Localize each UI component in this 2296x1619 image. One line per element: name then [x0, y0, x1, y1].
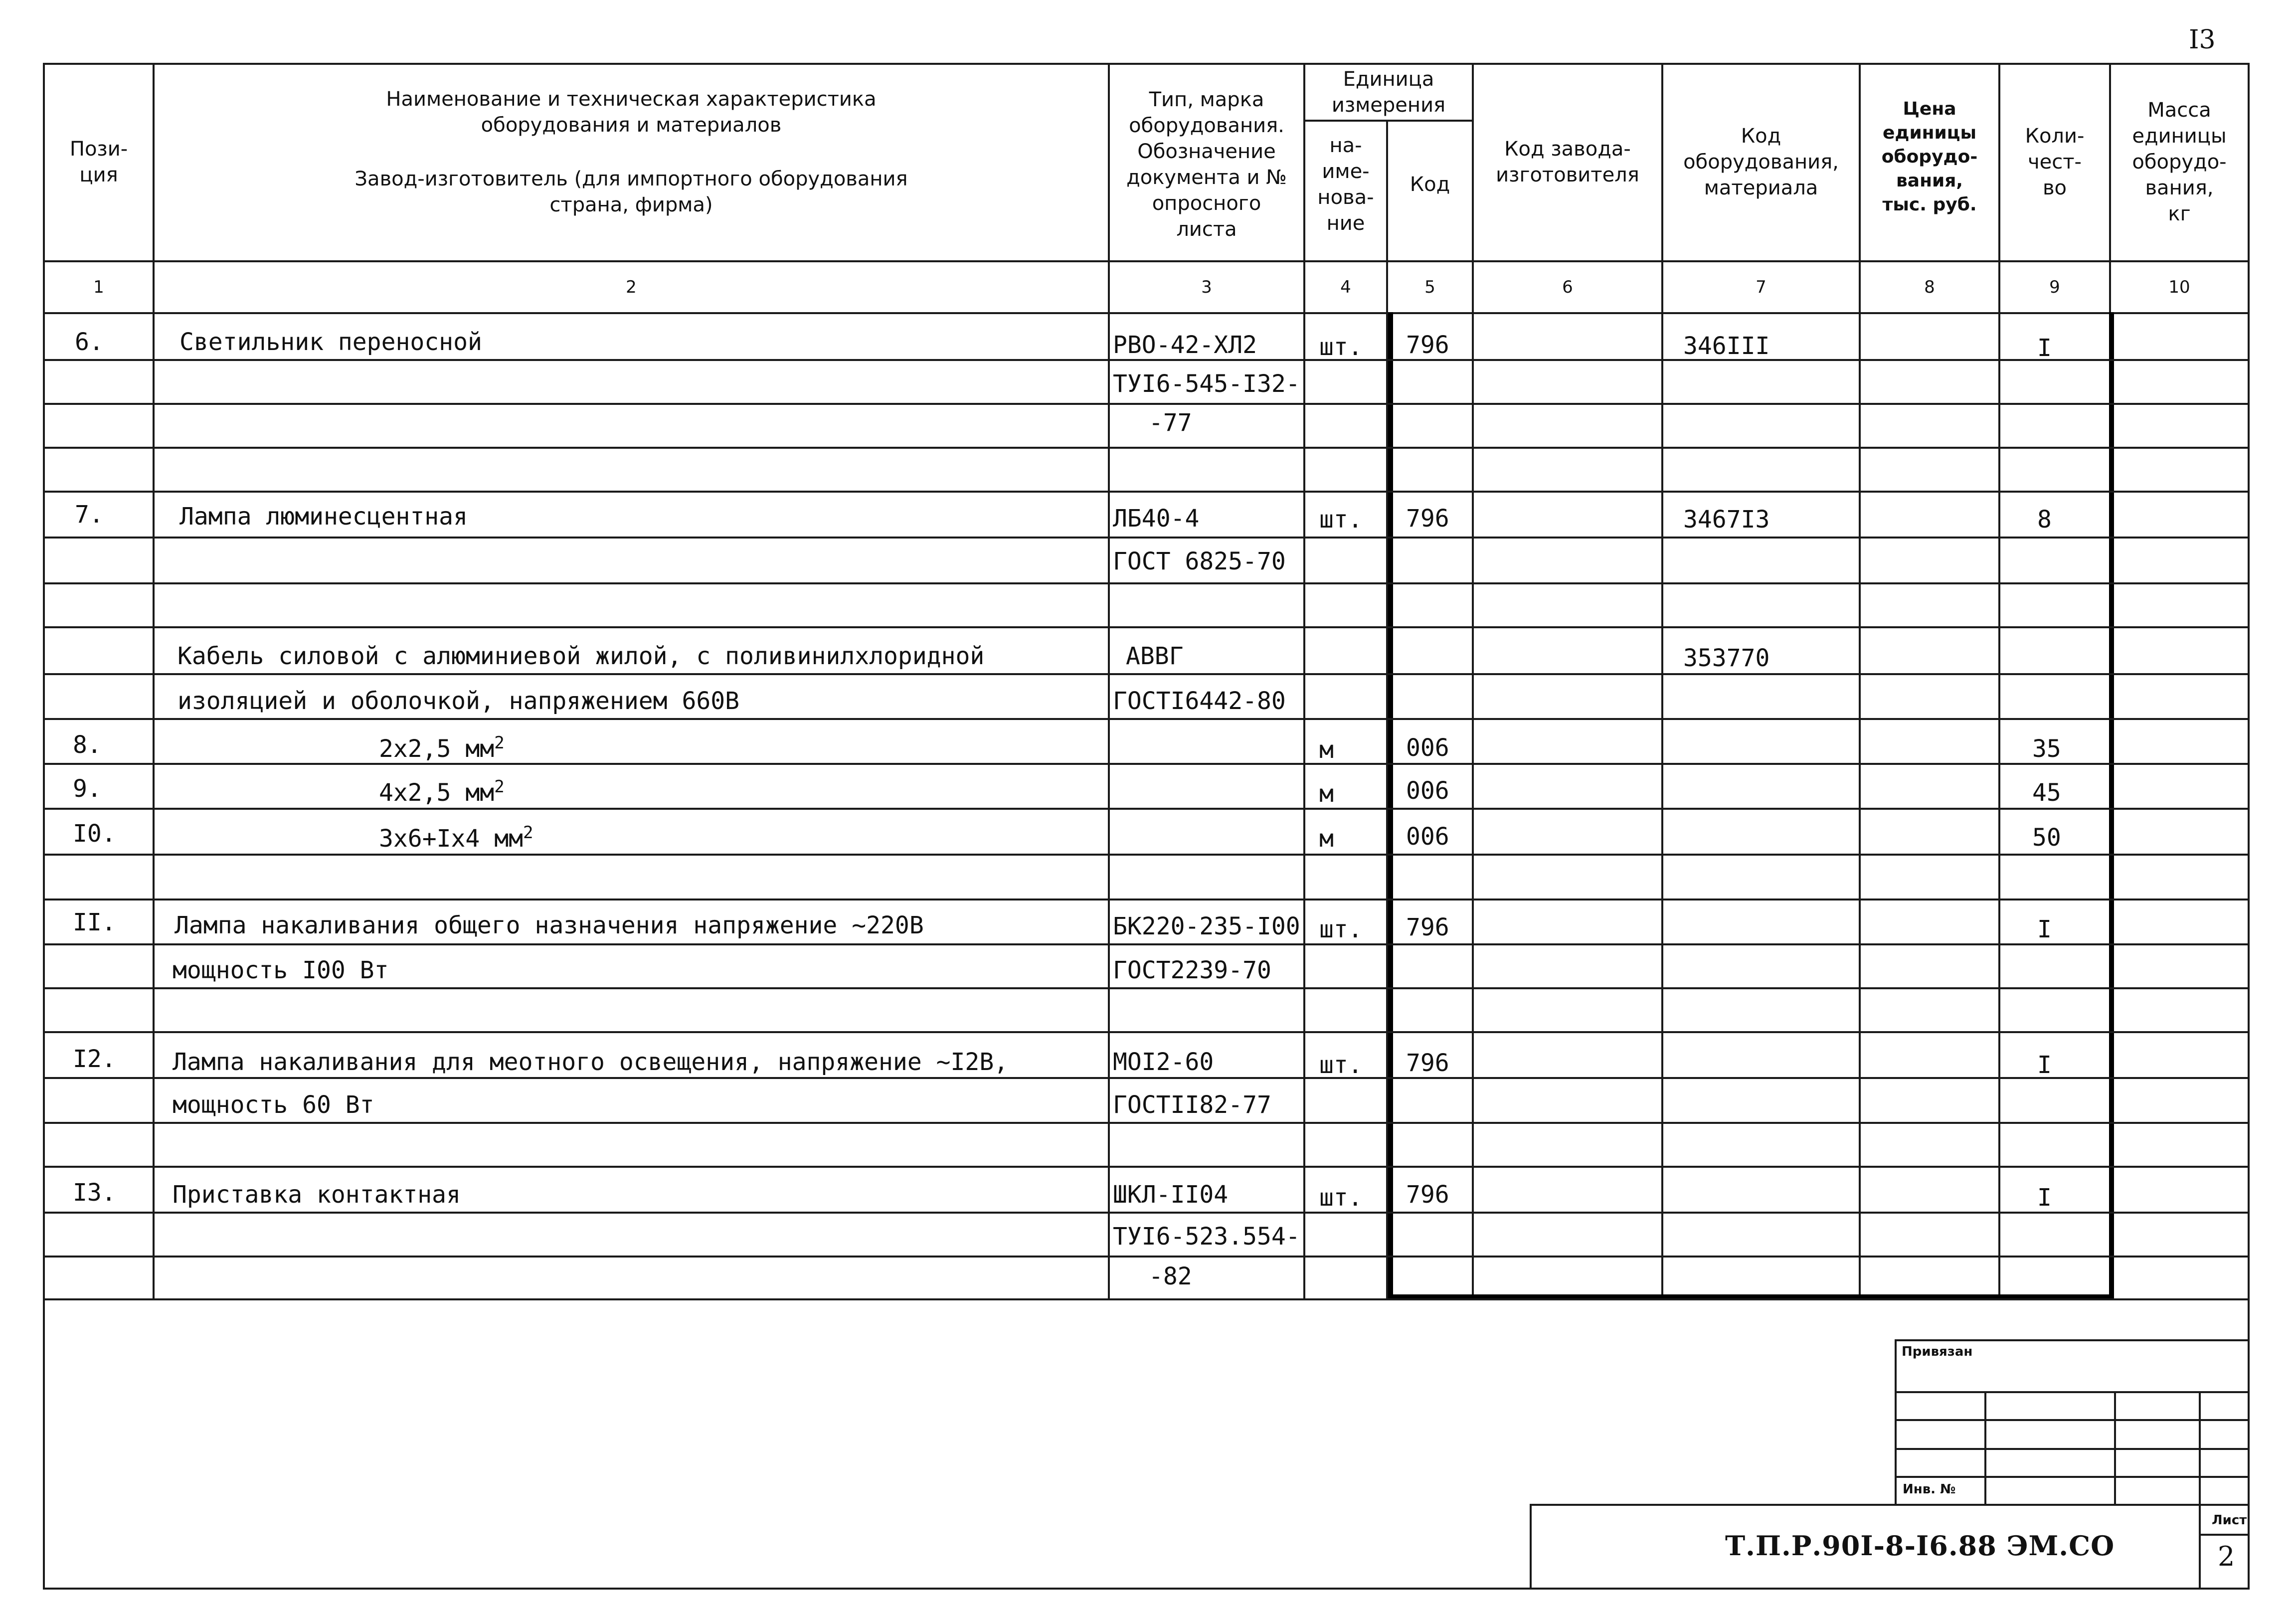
row-line-18: [45, 1122, 2249, 1124]
header-position: Пози- ция: [69, 138, 128, 186]
stamp-col-line: [2114, 1391, 2116, 1504]
row-unit: м: [1319, 736, 1334, 764]
row-line-14: [45, 943, 2249, 945]
frame-right: [2248, 63, 2250, 1590]
header-unit-name: на- име- нова- ние: [1317, 134, 1374, 235]
row-position: 6.: [75, 328, 104, 356]
title-block-sheet-line: [2199, 1534, 2248, 1536]
row-line-17: [45, 1077, 2249, 1079]
row-line-9: [45, 718, 2249, 720]
row-name: [379, 772, 505, 808]
header-bottom-line: [45, 260, 2249, 262]
frame-bottom: [43, 1588, 2250, 1590]
row-position: I3.: [73, 1179, 116, 1207]
stamp-top: [1895, 1339, 2248, 1341]
stamp-row-line: [1895, 1476, 2248, 1478]
row-line-13: [45, 899, 2249, 900]
header-material-code: Код оборудования, материала: [1683, 125, 1839, 199]
row-quantity: I: [2037, 1184, 2052, 1212]
cable-section: 4х2,5 мм: [379, 779, 495, 807]
page-number: I3: [2189, 25, 2216, 55]
header-unit-mass: Масса единицы оборудо- вания, кг: [2132, 99, 2227, 225]
col-line-7: [1859, 63, 1861, 1300]
row-line-2: [45, 403, 2249, 405]
header-unit-group: Единица измерения: [1331, 68, 1446, 117]
row-line-20: [45, 1212, 2249, 1214]
row-unit-code: 796: [1406, 505, 1449, 533]
stamp-col-line: [2199, 1391, 2201, 1504]
row-quantity: 45: [2032, 779, 2061, 807]
superscript: 2: [523, 823, 533, 843]
row-line-16: [45, 1031, 2249, 1033]
row-line-19: [45, 1166, 2249, 1168]
col-number: 8: [1924, 277, 1935, 297]
stamp-left: [1895, 1339, 1897, 1504]
row-line-10: [45, 763, 2249, 765]
row-line-6: [45, 582, 2249, 584]
stamp-row-line: [1895, 1448, 2248, 1450]
header-manufacturer: Завод-изготовитель (для импортного оборудования страна, фирма): [354, 168, 908, 216]
row-line-21: [45, 1256, 2249, 1258]
row-name: мощность 60 Вт: [173, 1091, 374, 1119]
col-number: 1: [93, 277, 104, 297]
row-position: 7.: [75, 501, 104, 529]
title-block-top: [1530, 1504, 2248, 1506]
col-number: 5: [1424, 277, 1435, 297]
row-name: мощность I00 Вт: [173, 956, 389, 984]
col-number: 9: [2049, 277, 2060, 297]
row-quantity: I: [2037, 1051, 2052, 1079]
row-position: I0.: [73, 820, 116, 848]
row-quantity: I: [2037, 915, 2052, 943]
thick-box-left: [1388, 312, 1393, 1299]
row-line-11: [45, 808, 2249, 810]
header-name-characteristics: Наименование и техническая характеристика оборудования и материалов: [386, 88, 877, 137]
col-number: 4: [1340, 277, 1351, 297]
row-unit: шт.: [1319, 506, 1363, 534]
col-number: 10: [2168, 277, 2190, 297]
stamp-inventory-label: Инв. №: [1903, 1482, 1956, 1497]
header-manufacturer-code: Код завода- изготовителя: [1496, 138, 1639, 186]
row-position: II.: [73, 908, 116, 936]
row-type: ТУI6-523.554-: [1113, 1223, 1300, 1251]
stamp-bound-label: Привязан: [1902, 1344, 1973, 1359]
row-line-7: [45, 626, 2249, 628]
col-number: 3: [1201, 277, 1212, 297]
row-name: [379, 728, 505, 764]
stamp-row-line: [1895, 1419, 2248, 1421]
row-unit-code: 006: [1406, 823, 1449, 851]
row-name: Лампа люминесцентная: [179, 503, 468, 531]
superscript: 2: [494, 777, 505, 797]
row-unit: м: [1319, 780, 1334, 808]
header-quantity: Коли- чест- во: [2025, 125, 2085, 199]
row-unit-code: 796: [1406, 913, 1449, 941]
row-unit: шт.: [1319, 333, 1363, 361]
row-name: [379, 818, 533, 854]
row-unit-code: 796: [1406, 1181, 1449, 1209]
row-type: ШКЛ-II04: [1113, 1181, 1229, 1209]
title-block-sheet-divider: [2199, 1504, 2201, 1589]
row-name: Лампа накаливания для меотного освещения, напряжение ~I2В,: [173, 1048, 1009, 1076]
row-name: Светильник переносной: [179, 328, 482, 356]
row-unit: шт.: [1319, 1184, 1363, 1212]
col-line-1: [153, 63, 155, 1300]
row-position: I2.: [73, 1045, 116, 1073]
row-type: ЛБ40-4: [1113, 505, 1200, 533]
row-type: ГОСТII82-77: [1113, 1091, 1271, 1119]
col-line-3: [1303, 63, 1305, 1300]
cable-section: 2х2,5 мм: [379, 735, 495, 763]
row-type: АВВГ: [1126, 642, 1184, 670]
header-type: Тип, марка оборудования. Обозначение документа и № опросного листа: [1126, 88, 1287, 241]
row-material-code: 353770: [1683, 644, 1770, 672]
row-quantity: 8: [2037, 506, 2052, 534]
row-quantity: I: [2037, 334, 2052, 362]
row-type: БК220-235-I00: [1113, 912, 1300, 940]
row-unit-code: 006: [1406, 734, 1449, 762]
col-number: 6: [1562, 277, 1573, 297]
title-block-left: [1530, 1504, 1532, 1589]
row-unit-code: 796: [1406, 1049, 1449, 1077]
row-line-8: [45, 673, 2249, 675]
row-line-3: [45, 447, 2249, 449]
header-unit-price: Цена единицы оборудо- вания, тыс. руб.: [1881, 99, 1978, 215]
colnum-bottom-line: [45, 312, 2249, 314]
row-type: ГОСТI6442-80: [1113, 687, 1286, 715]
row-name: изоляцией и оболочкой, напряжением 660В: [177, 687, 740, 715]
sheet-number: 2: [2218, 1541, 2236, 1572]
row-line-5: [45, 537, 2249, 539]
stamp-col-line: [1984, 1391, 1986, 1504]
row-name: Лампа накаливания общего назначения напряжение ~220В: [175, 911, 924, 939]
row-unit-code: 796: [1406, 331, 1449, 359]
thick-box-right: [2109, 312, 2114, 1299]
row-name: Приставка контактная: [173, 1181, 461, 1209]
row-quantity: 50: [2032, 824, 2061, 852]
row-type: -77: [1149, 409, 1192, 437]
row-position: 9.: [73, 775, 102, 803]
row-type: ГОСТ 6825-70: [1113, 547, 1286, 575]
col-number: 2: [626, 277, 637, 297]
row-type: ТУI6-545-I32-: [1113, 370, 1300, 398]
stamp-row-line: [1895, 1391, 2248, 1393]
row-unit: шт.: [1319, 1051, 1363, 1079]
row-unit: м: [1319, 825, 1334, 853]
header-unit-code: Код: [1410, 173, 1450, 196]
row-unit-code: 006: [1406, 777, 1449, 805]
superscript: 2: [494, 733, 505, 753]
row-line-15: [45, 987, 2249, 989]
row-line-12: [45, 854, 2249, 856]
row-unit: шт.: [1319, 915, 1363, 943]
document-code: Т.П.Р.90I-8-I6.88 ЭМ.СО: [1725, 1530, 2115, 1562]
cable-section: 3х6+Iх4 мм: [379, 825, 523, 853]
row-material-code: 346III: [1683, 332, 1770, 360]
col-line-2: [1108, 63, 1110, 1300]
frame-top: [45, 63, 2249, 65]
row-line-4: [45, 491, 2249, 493]
sheet-label: Лист: [2212, 1513, 2247, 1528]
row-position: 8.: [73, 731, 102, 759]
row-material-code: 3467I3: [1683, 506, 1770, 534]
row-name: Кабель силовой с алюминиевой жилой, с поливинилхлоридной: [177, 642, 985, 670]
row-type: МОI2-60: [1113, 1048, 1214, 1076]
row-quantity: 35: [2032, 735, 2061, 763]
row-type: РВО-42-ХЛ2: [1113, 331, 1257, 359]
row-type: ГОСТ2239-70: [1113, 956, 1271, 984]
row-line-22: [45, 1298, 2249, 1300]
col-number: 7: [1756, 277, 1766, 297]
row-type: -82: [1149, 1262, 1192, 1290]
